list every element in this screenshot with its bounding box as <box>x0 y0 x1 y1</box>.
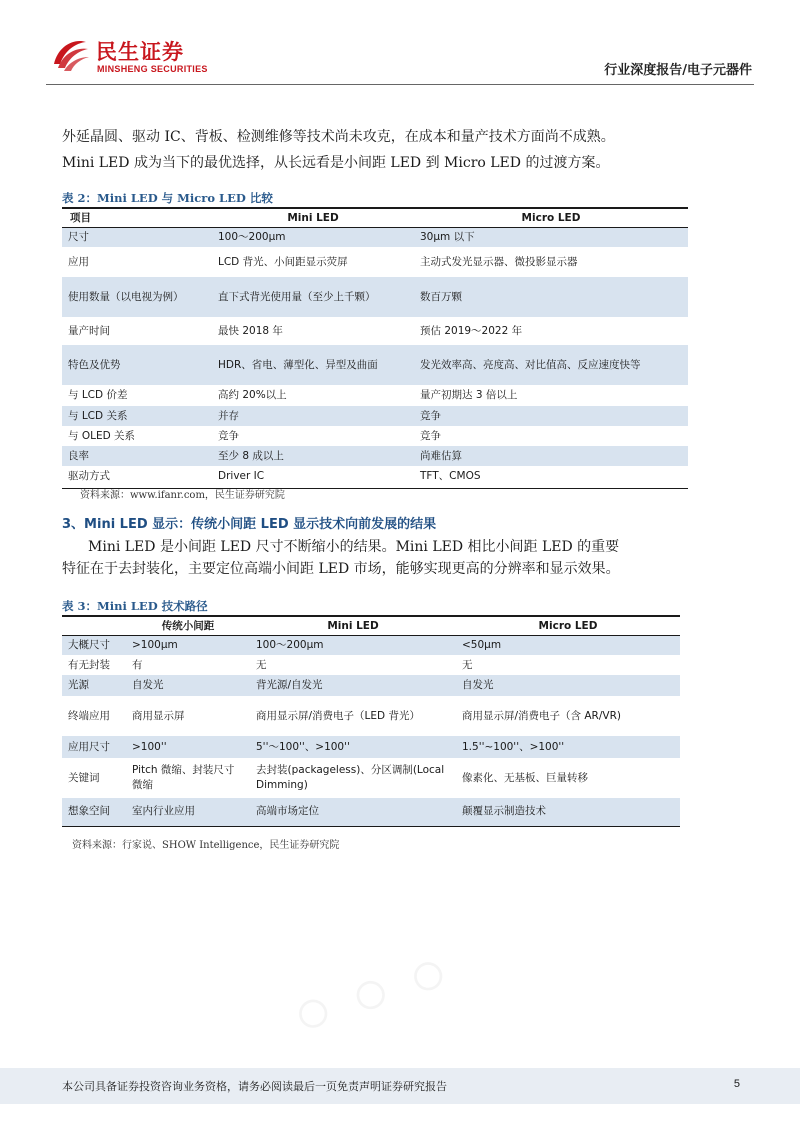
table-cell: 竞争 <box>218 429 239 442</box>
table-cell: 1.5''~100''、>100'' <box>456 736 680 758</box>
page-footer <box>0 1068 800 1104</box>
table-cell: HDR、省电、薄型化、异型及曲面 <box>212 345 414 385</box>
table2-source: 资料来源：www.ifanr.com，民生证券研究院 <box>80 490 285 501</box>
table-cell: 想象空间 <box>62 798 126 826</box>
table-row <box>62 655 680 675</box>
page-number: 5 <box>733 1078 740 1090</box>
table-cell: 有无封装 <box>68 658 110 671</box>
table-cell: 30μm 以下 <box>414 227 688 247</box>
table3-header-cell: Micro LED <box>456 616 680 635</box>
table2-caption: 表 2：Mini LED 与 Micro LED 比较 <box>62 191 273 205</box>
table-cell: 至少 8 成以上 <box>212 446 414 466</box>
table-cell: 像素化、无基板、巨量转移 <box>462 771 588 784</box>
table-cell: TFT、CMOS <box>414 466 688 488</box>
table-cell: 关键词 <box>68 771 100 784</box>
table-cell: 去封装(packageless)、分区调制(Local Dimming) <box>256 764 445 791</box>
table-row <box>62 227 688 247</box>
table3-header-cell: Mini LED <box>250 616 456 635</box>
table-cell: 颠覆显示制造技术 <box>456 798 680 826</box>
table2 <box>62 207 688 489</box>
table3-caption: 表 3：Mini LED 技术路径 <box>62 599 208 613</box>
table3-header-cell <box>62 616 126 635</box>
table-cell: 预估 2019～2022 年 <box>420 324 523 337</box>
table-cell: 竞争 <box>420 429 441 442</box>
table2-header-cell: Mini LED <box>212 208 414 227</box>
table-cell: 商用显示屏/消费电子（LED 背光） <box>256 709 420 722</box>
table-cell: 量产时间 <box>68 324 110 337</box>
table3-header-row <box>62 616 680 635</box>
table-cell: Driver IC <box>212 466 414 488</box>
table-row <box>62 247 688 277</box>
table-cell: 高端市场定位 <box>250 798 456 826</box>
table-row <box>62 635 680 655</box>
table-row <box>62 736 680 758</box>
table-cell: 应用尺寸 <box>62 736 126 758</box>
table-cell: LCD 背光、小间距显示荧屏 <box>218 255 348 268</box>
table-cell: 与 OLED 关系 <box>68 429 136 442</box>
table-cell: 100～200μm <box>212 227 414 247</box>
table-row <box>62 406 688 426</box>
table-cell: 良率 <box>62 446 212 466</box>
table-cell: 与 LCD 价差 <box>68 389 128 401</box>
table-cell: 使用数量（以电视为例） <box>62 277 212 317</box>
table-row <box>62 466 688 488</box>
table-row <box>62 426 688 446</box>
table-row <box>62 446 688 466</box>
table-cell: 大概尺寸 <box>62 635 126 655</box>
table-row <box>62 675 680 696</box>
table-row <box>62 345 688 385</box>
table2-header-cell: Micro LED <box>414 208 688 227</box>
intro-line-2: Mini LED 成为当下的最优选择，从长远看是小间距 LED 到 Micro LED 的过渡方案。 <box>62 155 610 171</box>
table-cell: 自发光 <box>126 675 250 696</box>
table-cell: 应用 <box>68 255 89 268</box>
table-cell: 背光源/自发光 <box>250 675 456 696</box>
table-cell: 室内行业应用 <box>126 798 250 826</box>
brand-name-en: MINSHENG SECURITIES <box>97 64 208 74</box>
table-cell: 量产初期达 3 倍以上 <box>420 389 518 401</box>
header-divider <box>46 84 754 85</box>
table-cell: 商用显示屏/消费电子（含 AR/VR) <box>462 709 621 722</box>
table-cell: 无 <box>256 658 267 671</box>
table-cell: 尺寸 <box>62 227 212 247</box>
table-row <box>62 317 688 345</box>
table-cell: >100'' <box>126 736 250 758</box>
table-cell: 100～200μm <box>250 635 456 655</box>
table-cell: 发光效率高、亮度高、对比值高、反应速度快等 <box>414 345 688 385</box>
table-cell: 尚难估算 <box>414 446 688 466</box>
intro-line-1: 外延晶圆、驱动 IC、背板、检测维修等技术尚未攻克，在成本和量产技术方面尚不成熟。 <box>62 129 615 145</box>
table-cell: Pitch 微缩、封装尺寸微缩 <box>132 764 235 791</box>
table-cell: <50μm <box>456 635 680 655</box>
table-cell: 终端应用 <box>68 709 110 722</box>
table-cell: 主动式发光显示器、微投影显示器 <box>420 255 578 268</box>
table-cell: 直下式背光使用量（至少上千颗） <box>212 277 414 317</box>
table-cell: 商用显示屏 <box>132 709 185 722</box>
report-type: 行业深度报告/电子元器件 <box>604 63 752 78</box>
table-cell: 特色及优势 <box>62 345 212 385</box>
table-cell: 自发光 <box>456 675 680 696</box>
table2-header-cell: 项目 <box>62 208 212 227</box>
table-row <box>62 385 688 406</box>
table-cell: >100μm <box>126 635 250 655</box>
minsheng-logo-icon <box>50 34 90 74</box>
table-cell: 并存 <box>212 406 414 426</box>
table-cell: 数百万颗 <box>414 277 688 317</box>
table-cell: 有 <box>132 658 143 671</box>
table2-header-row <box>62 208 688 227</box>
table-row <box>62 696 680 736</box>
table-cell: 无 <box>462 658 473 671</box>
table3-header-cell: 传统小间距 <box>126 616 250 635</box>
table-cell: 光源 <box>62 675 126 696</box>
footer-disclaimer: 本公司具备证券投资咨询业务资格，请务必阅读最后一页免责声明证券研究报告 <box>62 1080 447 1093</box>
table-cell: 最快 2018 年 <box>218 324 283 337</box>
table-cell: 竞争 <box>414 406 688 426</box>
table-cell: 5''～100''、>100'' <box>250 736 456 758</box>
brand-name-cn: 民生证券 <box>96 40 184 64</box>
table3-source: 资料来源：行家说、SHOW Intelligence，民生证券研究院 <box>72 840 340 851</box>
section-3-title: 3、Mini LED 显示：传统小间距 LED 显示技术向前发展的结果 <box>62 517 437 532</box>
table-cell: 高约 20%以上 <box>218 389 287 401</box>
table-row <box>62 798 680 826</box>
page-header <box>0 0 800 96</box>
table-row <box>62 758 680 798</box>
table3 <box>62 615 680 827</box>
table-cell: 与 LCD 关系 <box>62 406 212 426</box>
table-row <box>62 277 688 317</box>
section-3-paragraph: Mini LED 是小间距 LED 尺寸不断缩小的结果。Mini LED 相比小间距 LED 的重要特征在于去封装化，主要定位高端小间距 LED 市场，能够实现更高的分辨率和显示效果。 <box>62 539 620 577</box>
watermark-graphic <box>283 932 459 1052</box>
table-cell: 驱动方式 <box>62 466 212 488</box>
